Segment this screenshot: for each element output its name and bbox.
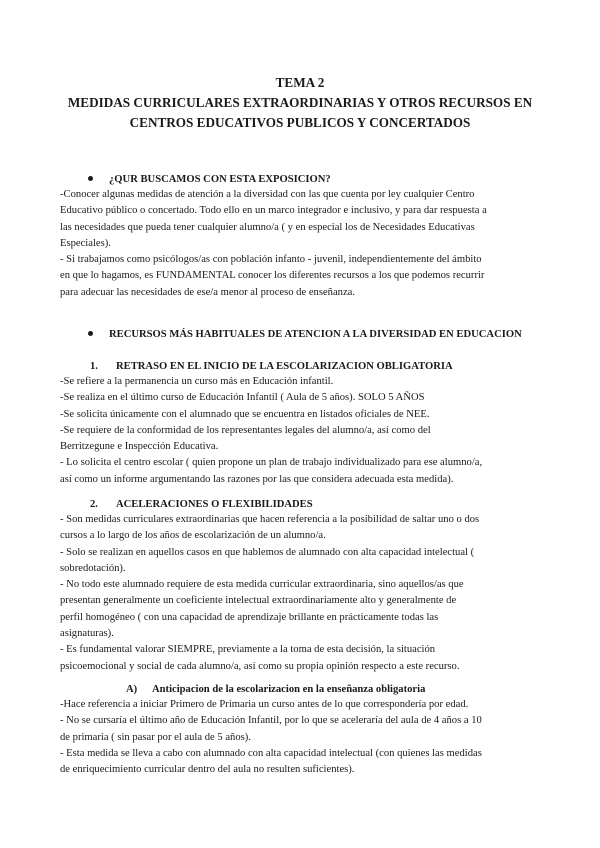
paragraph-line: sobredotación). (60, 562, 126, 574)
paragraph-line: psicoemocional y social de cada alumno/a, así como su propia opinión respecto a este recurso. (60, 660, 460, 672)
paragraph-line: asignaturas). (60, 628, 114, 640)
paragraph-line: cursos a lo largo de los años de escolarización de un alumno/a. (60, 530, 326, 542)
paragraph-line: - Son medidas curriculares extraordinarias que hacen referencia a la posibilidad de saltar uno o dos (60, 514, 480, 525)
paragraph-line: -Se realiza en el último curso de Educación Infantil ( Aula de 5 años). SOLO 5 AÑOS (60, 392, 425, 404)
section-heading-text: ¿QUR BUSCAMOS CON ESTA EXPOSICION? (109, 174, 331, 185)
paragraph-line: Berritzegune e Inspección Educativa. (60, 441, 219, 453)
paragraph-line: así como un informe argumentando las razones por las que considera adecuada esta medida). (60, 473, 454, 485)
paragraph-line: - Es fundamental valorar SIEMPRE, previamente a la toma de esta decisión, la situación (60, 644, 436, 656)
document-title-line-1: MEDIDAS CURRICULARES EXTRAORDINARIAS Y OTROS RECURSOS EN (67, 95, 533, 110)
subitem-heading-text: Anticipacion de la escolarizacion en la enseñanza obligatoria (152, 684, 426, 695)
subitem-letter: A) (126, 684, 138, 695)
item-number: 1. (90, 361, 98, 372)
paragraph-line: - Esta medida se lleva a cabo con alumnado con alta capacidad intelectual (con quienes las medidas (60, 747, 482, 759)
section-heading-resources (88, 327, 522, 343)
subitem-anticipation-body (60, 697, 542, 778)
item-heading-delay (90, 359, 453, 375)
paragraph-line: - Solo se realizan en aquellos casos en que hablemos de alumnado con alta capacidad intelectual ( (60, 546, 475, 558)
item-heading-acceleration (90, 497, 313, 513)
paragraph-line: -Conocer algunas medidas de atención a la diversidad con las que cuenta por ley cualquier Centro (60, 189, 475, 200)
topic-title: TEMA 2 (275, 75, 325, 90)
section-heading-text: RECURSOS MÁS HABITUALES DE ATENCION A LA DIVERSIDAD EN EDUCACION (109, 329, 522, 340)
item-delay-body (60, 374, 542, 488)
paragraph-line: para adecuar las necesidades de ese/a menor al proceso de enseñanza. (60, 286, 355, 298)
bullet-icon (88, 176, 93, 181)
paragraph-line: las necesidades que pueda tener cualquier alumno/a ( y en especial los de Necesidades Educativas (60, 221, 475, 233)
paragraph-line: en que lo hagamos, es FUNDAMENTAL conocer los diferentes recursos a los que podemos recurrir (60, 270, 485, 282)
paragraph-line: - No se cursaría el último año de Educación Infantil, por lo que se aceleraría del aula de 4 años a 10 (60, 715, 482, 727)
paragraph-line: -Se refiere a la permanencia un curso más en Educación infantil. (60, 376, 334, 387)
paragraph-line: perfil homogéneo ( con una capacidad de aprendizaje brillante en prácticamente todas las (60, 611, 439, 623)
paragraph-line: Educativo público o concertado. Todo ello en un marco integrador e inclusivo, y para dar respuesta a (60, 205, 487, 217)
paragraph-line: - No todo este alumnado requiere de esta medida curricular extraordinaria, sino aquellos/as que (60, 579, 464, 591)
paragraph-line: Especiales). (60, 237, 111, 249)
paragraph-line: presentan generalmente un coeficiente intelectual extraordinariamente alto y generalmente de (60, 595, 457, 607)
paragraph-line: de enriquecimiento curricular dentro del aula no resulten suficientes). (60, 764, 355, 776)
paragraph-line: de primaria ( sin pasar por el aula de 5 años). (60, 731, 251, 743)
section-heading-purpose (88, 172, 331, 188)
item-acceleration-body (60, 512, 542, 675)
paragraph-line: - Si trabajamos como psicólogos/as con población infanto - juvenil, independientemente del ámbito (60, 254, 482, 266)
paragraph-line: -Hace referencia a iniciar Primero de Primaria un curso antes de lo que correspondería por edad. (60, 699, 469, 710)
item-heading-text: ACELERACIONES O FLEXIBILIDADES (116, 499, 313, 510)
subitem-heading-anticipation (126, 682, 425, 698)
item-number: 2. (90, 499, 98, 510)
bullet-icon (88, 331, 93, 336)
paragraph-line: -Se solicita únicamente con el alumnado que se encuentra en listados oficiales de NEE. (60, 408, 430, 420)
section-purpose-body (60, 187, 542, 301)
paragraph-line: - Lo solicita el centro escolar ( quien propone un plan de trabajo individualizado para ese alumno/a, (60, 457, 483, 469)
paragraph-line: -Se requiere de la conformidad de los representantes legales del alumno/a, así como del (60, 424, 431, 436)
document-title-line-2: CENTROS EDUCATIVOS PUBLICOS Y CONCERTADOS (129, 115, 471, 130)
item-heading-text: RETRASO EN EL INICIO DE LA ESCOLARIZACION OBLIGATORIA (116, 361, 453, 372)
